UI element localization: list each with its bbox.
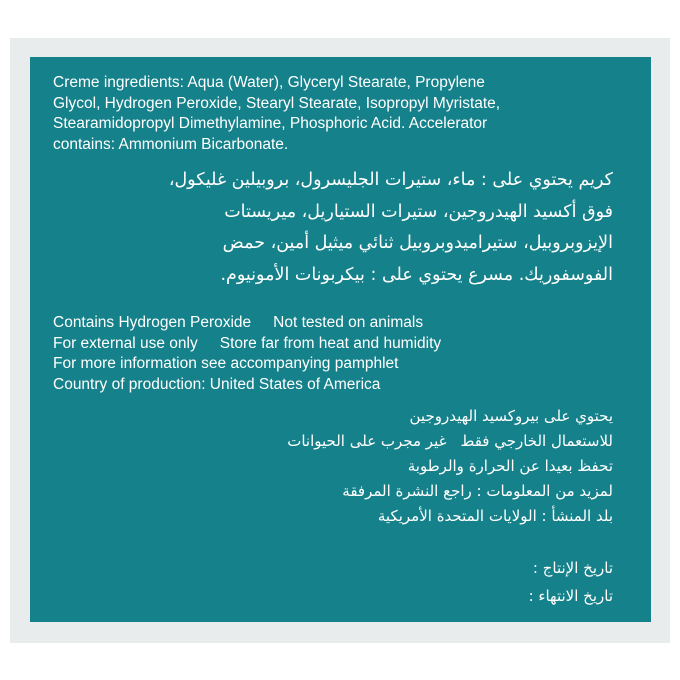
external-use-text: For external use only [53, 334, 198, 352]
ingredients-ar-line: الفوسفوريك. مسرع يحتوي على : بيكربونات الأمونيوم. [220, 264, 613, 285]
info-arabic [287, 404, 613, 529]
info-en-line [53, 334, 613, 355]
info-ar-line: بلد المنشأ : الولايات المتحدة الأمريكية [377, 507, 613, 525]
expiry-date-label: تاريخ الانتهاء : [528, 587, 613, 605]
info-ar-line: يحتوي على بيروكسيد الهيدروجين [409, 407, 613, 425]
ingredients-ar-line: الإيزوبروبيل، ستيراميدوبروبيل ثنائي ميثيل أمين، حمض [222, 233, 613, 253]
ingredients-en-line: Stearamidopropyl Dimethylamine, Phosphoric Acid. Accelerator [53, 115, 488, 132]
ingredients-en-line: Glycol, Hydrogen Peroxide, Stearyl Stearate, Isopropyl Myristate, [53, 94, 501, 112]
production-date-label: تاريخ الإنتاج : [532, 559, 613, 577]
storage-text: Store far from heat and humidity [219, 334, 442, 352]
label-panel [30, 57, 651, 622]
info-ar-line: لمزيد من المعلومات : راجع النشرة المرفقة [342, 482, 613, 500]
ingredients-english [53, 73, 613, 155]
more-info-text: For more information see accompanying pamphlet [53, 355, 399, 372]
info-ar-line: تحفظ بعيدا عن الحرارة والرطوبة [407, 457, 613, 475]
external-use-ar-text: للاستعمال الخارجي فقط [460, 432, 613, 450]
not-tested-text: Not tested on animals [273, 314, 424, 331]
ingredients-ar-line: كريم يحتوي على : ماء، ستيرات الجليسرول، بروبيلين غليكول، [168, 170, 613, 190]
info-ar-line [287, 429, 613, 454]
ingredients-ar-line: فوق أكسيد الهيدروجين، ستيرات الستياريل، ميريستات [224, 201, 613, 222]
dates-arabic [529, 554, 613, 610]
ingredients-en-line: Creme ingredients: Aqua (Water), Glyceryl Stearate, Propylene [53, 74, 485, 91]
info-en-line [53, 313, 613, 334]
ingredients-en-line: contains: Ammonium Bicarbonate. [53, 135, 289, 153]
not-tested-ar-text: غير مجرب على الحيوانات [287, 432, 447, 450]
info-english [53, 313, 613, 395]
ingredients-arabic [169, 165, 613, 291]
country-text: Country of production: United States of America [53, 375, 381, 393]
contains-peroxide-text: Contains Hydrogen Peroxide [53, 314, 252, 331]
